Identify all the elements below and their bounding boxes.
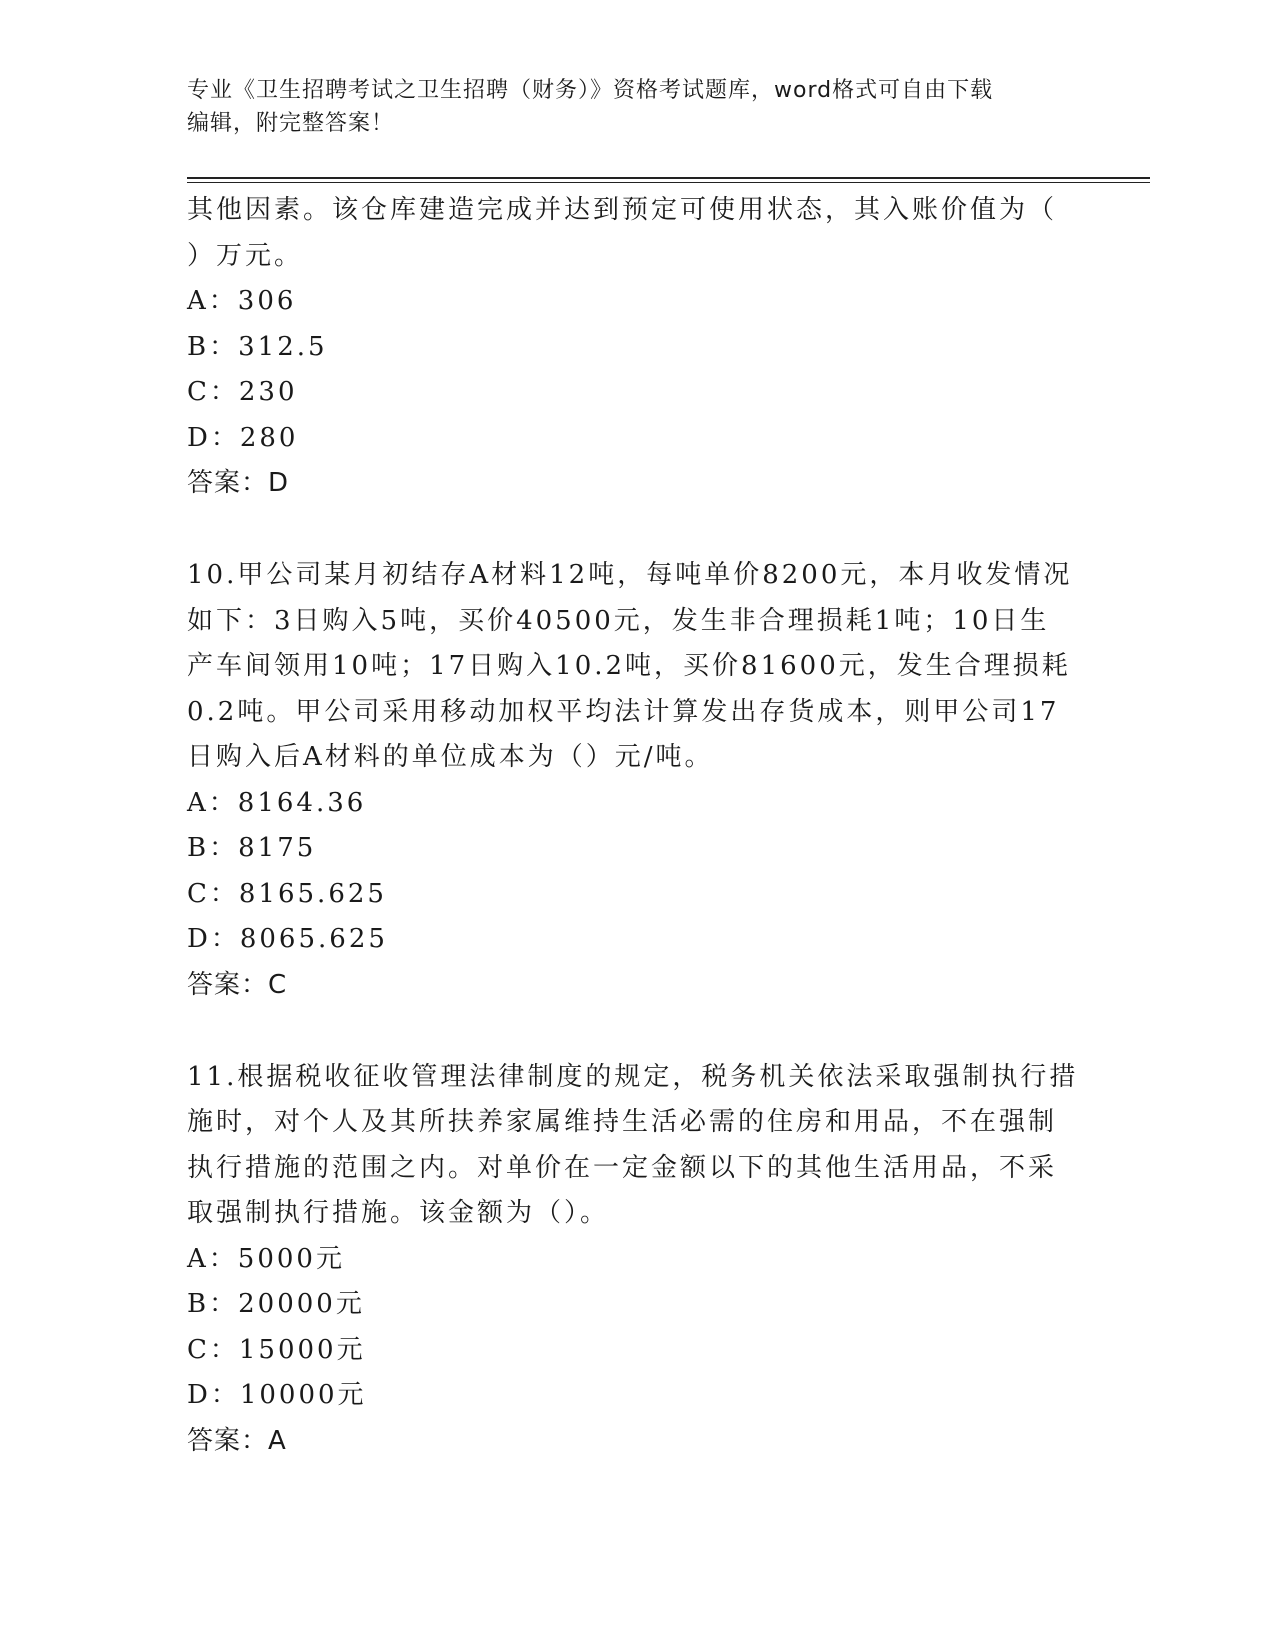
question-spacer [187,506,1087,553]
question-text-line: 取强制执行措施。该金额为（）。 [187,1198,610,1228]
document-header [187,74,1087,140]
question-text-line: 10.甲公司某月初结存A材料12吨，每吨单价8200元，本月收发情况 [187,560,1073,590]
header-divider [187,177,1150,183]
question-text-line: ）万元。 [187,240,304,271]
question-text-line: 11.根据税收征收管理法律制度的规定，税务机关依法采取强制执行措 [187,1061,1079,1092]
answer-line: 答案：C [187,969,288,1000]
option-a: A：5000元 [187,1243,345,1274]
option-c: C：230 [187,377,298,407]
option-d: D：8065.625 [187,924,388,954]
option-a: A：306 [187,286,297,316]
question-10 [187,553,1087,1008]
question-text-line: 0.2吨。甲公司采用移动加权平均法计算发出存货成本，则甲公司17 [187,696,1060,727]
question-spacer [187,1008,1087,1055]
question-list [187,188,1087,1464]
option-a: A：8164.36 [187,787,367,818]
option-b: B：312.5 [187,331,328,362]
question-text-line: 执行措施的范围之内。对单价在一定金额以下的其他生活用品，不采 [187,1152,1058,1183]
option-b: B：8175 [187,833,317,863]
option-c: C：15000元 [187,1334,366,1365]
question-text-line: 产车间领用10吨；17日购入10.2吨，买价81600元，发生合理损耗 [187,651,1071,681]
header-line: 专业《卫生招聘考试之卫生招聘（财务）》资格考试题库，word格式可自由下载 [187,78,994,103]
question-9 [187,188,1087,506]
question-text-line: 日购入后A材料的单位成本为（）元/吨。 [187,742,714,772]
option-b: B：20000元 [187,1289,365,1319]
question-11 [187,1055,1087,1464]
question-text-line: 如下：3日购入5吨，买价40500元，发生非合理损耗1吨；10日生 [187,605,1050,636]
question-text-line: 其他因素。该仓库建造完成并达到预定可使用状态，其入账价值为（ [187,195,1058,225]
header-line: 编辑，附完整答案！ [187,111,395,136]
option-c: C：8165.625 [187,878,387,909]
option-d: D：10000元 [187,1380,367,1410]
answer-line: 答案：A [187,1425,287,1456]
question-text-line: 施时，对个人及其所扶养家属维持生活必需的住房和用品，不在强制 [187,1107,1058,1137]
option-d: D：280 [187,422,299,453]
answer-line: 答案：D [187,468,290,498]
